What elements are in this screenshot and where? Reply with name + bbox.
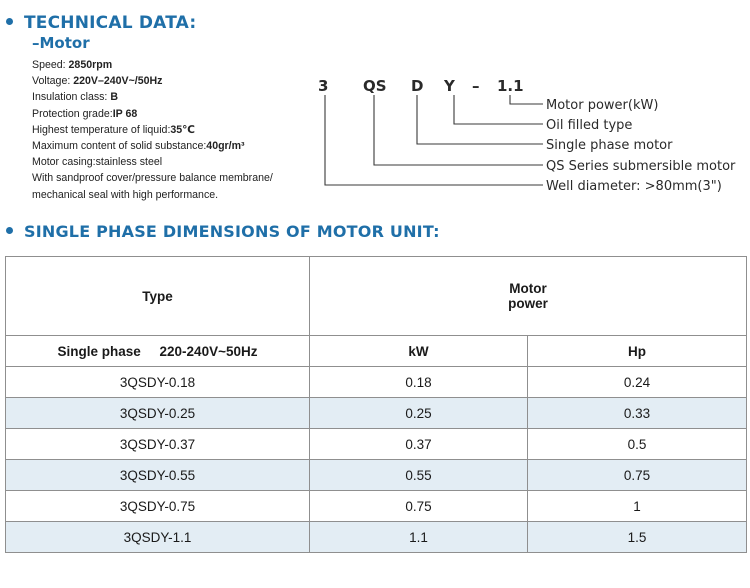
- header-type: Type: [6, 257, 310, 336]
- cell-kw: 0.37: [310, 429, 528, 460]
- spec-row: Maximum content of solid substance:40gr/m³: [32, 140, 245, 153]
- header-kw: kW: [310, 336, 528, 367]
- cell-hp: 0.33: [528, 398, 747, 429]
- cell-type: 3QSDY-0.75: [6, 491, 310, 522]
- cell-hp: 0.24: [528, 367, 747, 398]
- cell-type: 3QSDY-1.1: [6, 522, 310, 553]
- header-supply: Single phase 220-240V~50Hz: [6, 336, 310, 367]
- spec-row: mechanical seal with high performance.: [32, 188, 219, 201]
- cell-type: 3QSDY-0.25: [6, 398, 310, 429]
- connector-lines: [325, 95, 543, 185]
- table-row: [6, 491, 747, 522]
- cell-type: 3QSDY-0.55: [6, 460, 310, 491]
- cell-type: 3QSDY-0.18: [6, 367, 310, 398]
- code-part-power: 1.1: [497, 77, 524, 95]
- spec-row: Speed: 2850rpm: [32, 59, 113, 71]
- dimensions-heading: SINGLE PHASE DIMENSIONS OF MOTOR UNIT:: [6, 222, 440, 241]
- cell-kw: 0.25: [310, 398, 528, 429]
- table-subheader-row: [6, 336, 747, 367]
- cell-hp: 1: [528, 491, 747, 522]
- table-row: [6, 398, 747, 429]
- cell-kw: 0.18: [310, 367, 528, 398]
- cell-hp: 0.5: [528, 429, 747, 460]
- table-row: [6, 460, 747, 491]
- spec-row: Insulation class: B: [32, 91, 118, 104]
- spec-row: With sandproof cover/pressure balance membrane/: [32, 172, 273, 185]
- legend-motor-power: Motor power(kW): [546, 98, 659, 113]
- bullet-icon: [6, 227, 13, 234]
- table-header-row: [6, 257, 747, 336]
- table-row: [6, 367, 747, 398]
- table-row: [6, 522, 747, 553]
- header-hp: Hp: [528, 336, 747, 367]
- cell-type: 3QSDY-0.37: [6, 429, 310, 460]
- dimensions-table: [5, 256, 747, 553]
- legend-well-diameter: Well diameter: >80mm(3"): [546, 179, 722, 194]
- technical-data-heading: TECHNICAL DATA:: [6, 13, 196, 33]
- motor-subheading: –Motor: [32, 34, 90, 52]
- code-part-dash: –: [472, 77, 480, 95]
- code-part-series: QS: [363, 77, 387, 95]
- code-part-oil: Y: [444, 77, 455, 95]
- header-motor-power: Motor power: [310, 257, 747, 336]
- cell-hp: 1.5: [528, 522, 747, 553]
- spec-row: Highest temperature of liquid:35℃: [32, 123, 196, 136]
- code-part-phase: D: [411, 77, 424, 95]
- spec-row: Protection grade:IP 68: [32, 107, 138, 120]
- legend-series: QS Series submersible motor: [546, 159, 736, 174]
- code-part-diameter: 3: [318, 77, 329, 95]
- legend-single-phase: Single phase motor: [546, 138, 673, 153]
- cell-hp: 0.75: [528, 460, 747, 491]
- cell-kw: 0.75: [310, 491, 528, 522]
- spec-row: Motor casing:stainless steel: [32, 156, 163, 169]
- legend-oil-filled: Oil filled type: [546, 118, 633, 133]
- model-code-diagram: [0, 0, 750, 210]
- spec-row: Voltage: 220V–240V~/50Hz: [32, 75, 163, 88]
- cell-kw: 0.55: [310, 460, 528, 491]
- cell-kw: 1.1: [310, 522, 528, 553]
- table-row: [6, 429, 747, 460]
